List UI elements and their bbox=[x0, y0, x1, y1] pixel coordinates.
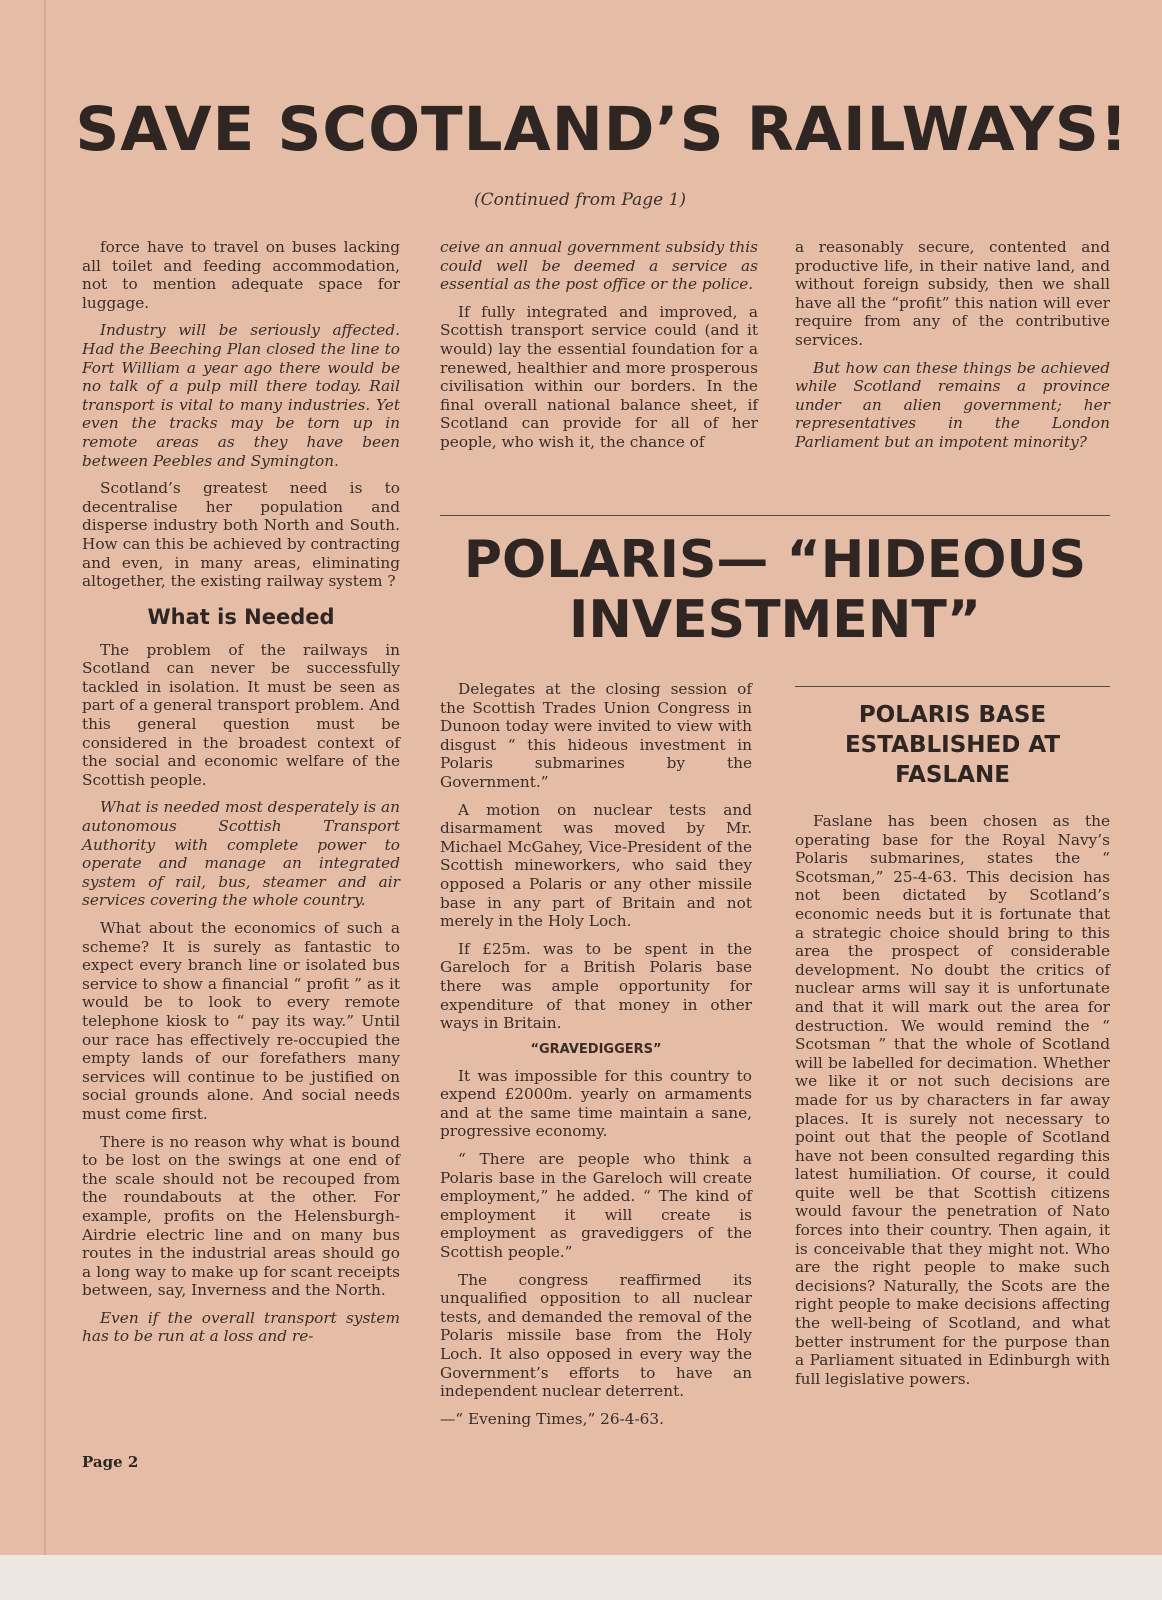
paragraph: ceive an annual government subsidy this could well be deemed a service as essential as the post office or the police. bbox=[440, 238, 758, 294]
paragraph: It was impossible for this country to expend £2000m. yearly on armaments and at the same time maintain a sane, progressive economy. bbox=[440, 1066, 752, 1141]
faslane-headline: POLARIS BASE ESTABLISHED AT FASLANE bbox=[844, 702, 1061, 788]
paragraph: “ There are people who think a Polaris base in the Gareloch will create employment,” he added. “ The kind of employment it will create is employment as gravediggers of the Scottish people.” bbox=[440, 1150, 752, 1262]
gravediggers-subhead: “GRAVEDIGGERS” bbox=[530, 1041, 662, 1057]
paragraph: Scotland’s greatest need is to decentralise her population and disperse industry both North and South. How can this be achieved by contracting and even, in many areas, eliminating altogether, the existing railway system ? bbox=[82, 479, 400, 591]
paragraph: A motion on nuclear tests and disarmament was moved by Mr. Michael McGahey, Vice-President of the Scottish mineworkers, who said they opposed a Polaris or any other missile base in any part of Britain and not merely in the Holy Loch. bbox=[440, 800, 752, 931]
section-subhead: What is Needed bbox=[147, 604, 335, 629]
paragraph: The problem of the railways in Scotland can never be successfully tackled in isolation. It must be seen as part of a general transport problem. And this general question must be considered in the broadest context of the social and economic welfare of the Scottish people. bbox=[82, 640, 400, 789]
divider-rule bbox=[440, 515, 1110, 516]
paragraph: Even if the overall transport system has to be run at a loss and re- bbox=[82, 1308, 400, 1346]
paragraph: The congress reaffirmed its unqualified opposition to all nuclear tests, and demanded the removal of the Polaris missile base from the Holy Loch. It also opposed in every way the Government’s efforts to have an independent nuclear deterrent. bbox=[440, 1270, 752, 1401]
article-column-3 bbox=[795, 238, 1110, 461]
polaris-headline-line1: POLARIS— “HIDEOUS bbox=[463, 530, 1087, 590]
paragraph: force have to travel on buses lacking all toilet and feeding accommodation, not to mention adequate space for luggage. bbox=[82, 238, 400, 312]
polaris-headline bbox=[440, 530, 1110, 650]
paragraph: If fully integrated and improved, a Scottish transport service could (and it would) lay the essential foundation for a renewed, healthier and more prosperous civilisation within our borders. In the final overall national balance sheet, if Scotland can provide for all of her people, who wish it, the chance of bbox=[440, 302, 758, 451]
article-column-1 bbox=[82, 238, 400, 1355]
continued-note: (Continued from Page 1) bbox=[473, 190, 687, 210]
paragraph: Industry will be seriously affected. Had the Beeching Plan closed the line to Fort William a year ago there would be no talk of a pulp mill there today. Rail transport is vital to many industries. Yet even the tracks may be torn up in remote areas as they have been between Peebles and Symington. bbox=[82, 321, 400, 470]
divider-rule bbox=[795, 686, 1110, 687]
paragraph: If £25m. was to be spent in the Gareloch for a British Polaris base there was ample opportunity for expenditure of that money in other ways in Britain. bbox=[440, 939, 752, 1033]
paragraph: Faslane has been chosen as the operating base for the Royal Navy’s Polaris submarines, states the “ Scotsman,” 25-4-63. This decision has not been dictated by Scotland’s economic needs but it is fortunate that a strategic choice should bring to this area the prospect of considerable development. No doubt the critics of nuclear arms will say it is unfortunate and that it will mark out the area for destruction. We would remind the “ Scotsman ” that the whole of Scotland will be labelled for decimation. Whether we like it or not such decisions are made for us by characters in far away places. It is surely not necessary to point out that the people of Scotland have not been consulted regarding this latest humiliation. Of course, it could quite well be that Scottish citizens would favour the penetration of Nato forces into their country. Then again, it is conceivable that they might not. Who are the right people to make such decisions? Naturally, the Scots are the right people to make decisions affecting the well-being of Scotland, and what better instrument for the purpose than a Parliament situated in Edinburgh with full legislative powers. bbox=[795, 812, 1110, 1388]
paragraph: a reasonably secure, contented and productive life, in their native land, and without foreign subsidy, then we shall have all the “profit” this nation will ever require from any of the contributive services. bbox=[795, 238, 1110, 349]
paragraph: Delegates at the closing session of the Scottish Trades Union Congress in Dunoon today were invited to view with disgust “ this hideous investment in Polaris submarines by the Government.” bbox=[440, 680, 752, 791]
polaris-article bbox=[440, 680, 752, 1437]
faslane-article bbox=[795, 812, 1110, 1397]
article-column-2 bbox=[440, 238, 758, 461]
source-attribution: —“ Evening Times,” 26-4-63. bbox=[440, 1409, 665, 1428]
paragraph: But how can these things be achieved while Scotland remains a province under an alien government; her representatives in the London Parliament but an impotent minority? bbox=[795, 358, 1110, 451]
page-number: Page 2 bbox=[82, 1453, 139, 1471]
main-headline: SAVE SCOTLAND’S RAILWAYS! bbox=[75, 94, 1129, 165]
paragraph: What about the economics of such a scheme? It is surely as fantastic to expect every branch line or isolated bus service to show a financial “ profit ” as it would be to look to every remote telephone kiosk to “ pay its way.” Until our race has effectively re-occupied the empty lands of our forefathers many services will continue to be justified on social grounds alone. And social needs must come first. bbox=[82, 919, 400, 1123]
paragraph: What is needed most desperately is an autonomous Scottish Transport Authority with complete power to operate and manage an integrated system of rail, bus, steamer and air services covering the whole country. bbox=[82, 798, 400, 910]
polaris-headline-line2: INVESTMENT” bbox=[569, 590, 981, 650]
paragraph: There is no reason why what is bound to be lost on the swings at one end of the scale should not be recouped from the roundabouts at the other. For example, profits on the Helensburgh-Airdrie electric line and on many bus routes in the industrial areas should go a long way to make up for scant receipts between, say, Inverness and the North. bbox=[82, 1132, 400, 1300]
